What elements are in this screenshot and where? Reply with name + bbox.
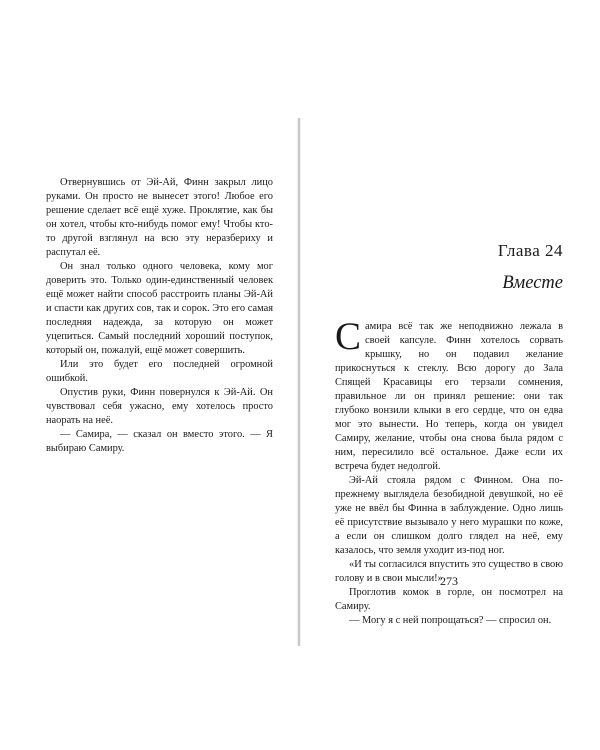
right-paragraph-1-text: амира всё так же неподвижно лежала в своей капсуле. Финн хотелось сорвать крышку, но он подавил желание прикоснуться к стеклу. Всю дорогу до Зала Спящей Красавицы его терзали сомнения, правильное ли он принял решение: они так глубоко вонзили клыки в его сердце, что он едва мог это вынести. Но теперь, когда он увидел Самиру, желание, чтобы она снова была рядом с ним, пересилило всё остальное. Даже если их встреча будет недолгой. bbox=[335, 321, 563, 472]
right-paragraph-4: Проглотив комок в горле, он посмотрел на Самиру. bbox=[335, 587, 563, 612]
gutter-line bbox=[298, 118, 300, 646]
chapter-label: Глава 24 bbox=[497, 241, 563, 260]
right-page bbox=[301, 120, 592, 640]
left-paragraph-3: Или это будет его последней огромной ошибкой. bbox=[46, 359, 273, 384]
chapter-title: Вместе bbox=[502, 273, 563, 293]
left-paragraph-2: Он знал только одного человека, кому мог доверить это. Только один-единственный человек ещё может найти способ расстроить планы Эй-Ай и спасти как других сов, так и сорок. Это его самая последняя надежда, за которую он может уцепиться. Самый последний хороший поступок, который он, пожалуй, ещё может совершить. bbox=[46, 261, 273, 356]
left-page-text bbox=[46, 176, 273, 456]
left-paragraph-1: Отвернувшись от Эй-Ай, Финн закрыл лицо руками. Он просто не вынесет этого! Любое его решение сделает всё ещё хуже. Проклятие, как бы он хотел, чтобы кто-нибудь помог ему! Чтобы кто-то другой взглянул на всю эту неразбериху и распутал её. bbox=[46, 177, 273, 258]
right-paragraph-5: — Могу я с ней попрощаться? — спросил он. bbox=[349, 615, 552, 626]
right-paragraph-3: «И ты согласился впустить это существо в свою голову и в свои мысли!» bbox=[335, 559, 563, 584]
right-paragraph-1 bbox=[335, 315, 563, 474]
left-paragraph-5: — Самира, — сказал он вместо этого. — Я выбираю Самиру. bbox=[46, 429, 273, 454]
left-paragraph-4: Опустив руки, Финн повернулся к Эй-Ай. Он чувствовал себя ужасно, ему хотелось просто наорать на неё. bbox=[46, 387, 273, 426]
page-number: 273 bbox=[440, 574, 458, 588]
left-page bbox=[8, 120, 299, 640]
drop-cap: С bbox=[335, 315, 362, 358]
right-paragraph-2: Эй-Ай стояла рядом с Финном. Она по-прежнему выглядела безобидной девушкой, но её уже не ввёл бы Финна в заблуждение. Одно лишь её присутствие вызывало у него мурашки по коже, а если он слишком долго глядел на неё, ему казалось, что земля уходит из-под ног. bbox=[335, 475, 563, 556]
